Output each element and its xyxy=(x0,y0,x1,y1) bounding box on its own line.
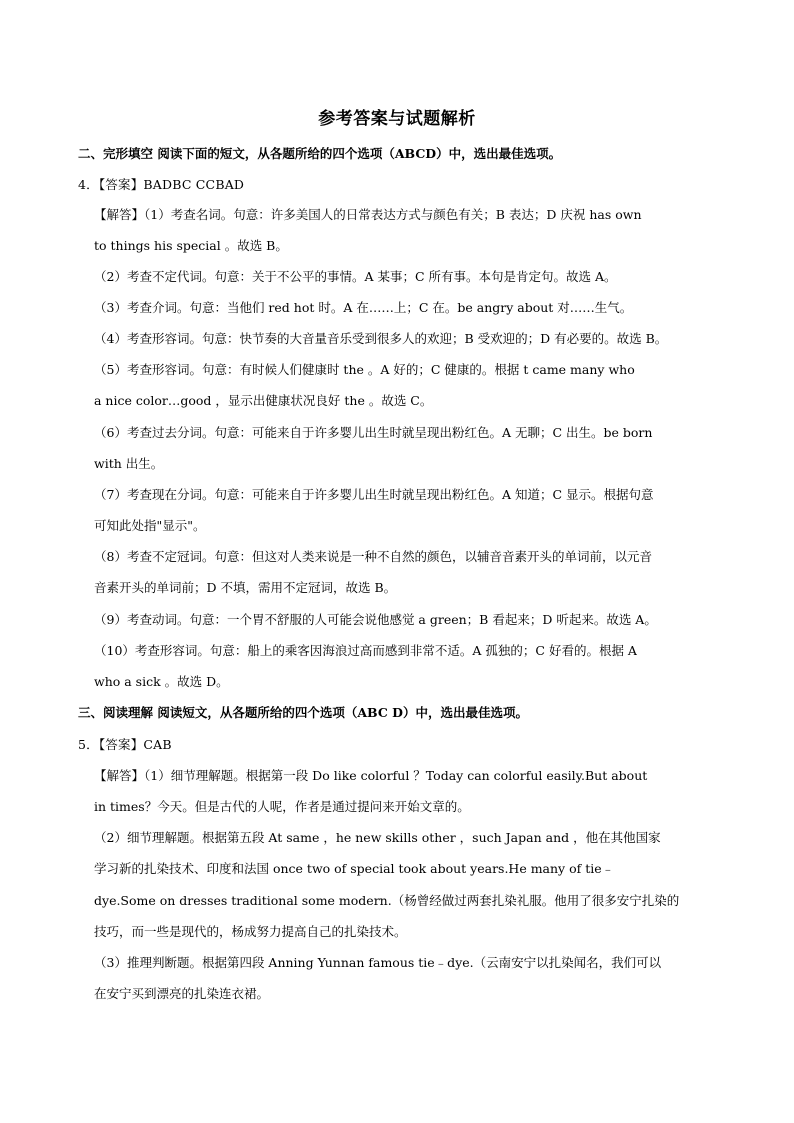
section3-line: 技巧，而一些是现代的，杨成努力提高自己的扎染技术。 xyxy=(94,924,407,939)
section2-line: （6）考查过去分词。句意：可能来自于许多婴儿出生时就呈现出粉红色。A 无聊；C 出生。be born xyxy=(94,425,653,440)
section2-line: to things his special 。故选 B。 xyxy=(94,238,288,253)
section3-line: （2）细节理解题。根据第五段 At same ，he new skills other ，such Japan and ，他在其他国家 xyxy=(94,830,661,845)
section3-line: 学习新的扎染技术、印度和法国 once two of special took about years.He many of tie﹣ xyxy=(94,861,615,876)
section2-line: （8）考查不定冠词。句意：但这对人类来说是一种不自然的颜色，以辅音音素开头的单词前，以元音 xyxy=(94,549,652,564)
section2-line: （7）考查现在分词。句意：可能来自于许多婴儿出生时就呈现出粉红色。A 知道；C 显示。根据句意 xyxy=(94,487,654,502)
section2-line: （10）考查形容词。句意：船上的乘客因海浪过高而感到非常不适。A 孤独的；C 好看的。根据 A xyxy=(94,643,637,658)
section3-line: 【解答】（1）细节理解题。根据第一段 Do like colorful ？Today can colorful easily.But about xyxy=(94,768,648,783)
section2-line: （4）考查形容词。句意：快节奏的大音量音乐受到很多人的欢迎；B 受欢迎的；D 有必要的。故选 B。 xyxy=(94,331,668,346)
section2-line: （9）考查动词。句意：一个胃不舒服的人可能会说他感觉 a green；B 看起来；D 听起来。故选 A。 xyxy=(94,612,657,627)
section2-line: with 出生。 xyxy=(94,456,164,471)
section2-line: who a sick 。故选 D。 xyxy=(94,674,229,689)
section3-answer: 5．【答案】CAB xyxy=(78,737,172,752)
section2-line: a nice color…good ，显示出健康状况良好 the 。故选 C。 xyxy=(94,393,433,408)
section3-line: （3）推理判断题。根据第四段 Anning Yunnan famous tie﹣dye.（云南安宁以扎染闻名，我们可以 xyxy=(94,955,662,970)
section3-line: 在安宁买到漂亮的扎染连衣裙。 xyxy=(94,986,270,1001)
section2-line: （2）考查不定代词。句意：关于不公平的事情。A 某事；C 所有事。本句是肯定句。故选 A。 xyxy=(94,269,617,284)
section3-heading: 三、阅读理解 阅读短文，从各题所给的四个选项（ABC D）中，选出最佳选项。 xyxy=(78,705,528,720)
section2-line: （3）考查介词。句意：当他们 red hot 时。A 在……上；C 在。be angry about 对……生气。 xyxy=(94,300,633,315)
section2-line: 【解答】（1）考查名词。句意：许多美国人的日常表达方式与颜色有关；B 表达；D 庆祝 has own xyxy=(94,207,642,222)
section3-line: in times？今天。但是古代的人呢，作者是通过提问来开始文章的。 xyxy=(94,799,470,814)
section3-line: dye.Some on dresses traditional some modern.（杨曾经做过两套扎染礼服。他用了很多安宁扎染的 xyxy=(94,893,680,908)
section2-line: （5）考查形容词。句意：有时候人们健康时 the 。A 好的；C 健康的。根据 t came many who xyxy=(94,362,635,377)
section2-line: 音素开头的单词前；D 不填，需用不定冠词，故选 B。 xyxy=(94,580,397,595)
section2-line: 可知此处指"显示"。 xyxy=(94,518,206,533)
page-title: 参考答案与试题解析 xyxy=(318,109,476,129)
section2-answer: 4．【答案】BADBC CCBAD xyxy=(78,177,245,192)
section2-heading: 二、完形填空 阅读下面的短文，从各题所给的四个选项（ABCD）中，选出最佳选项。 xyxy=(78,146,562,161)
